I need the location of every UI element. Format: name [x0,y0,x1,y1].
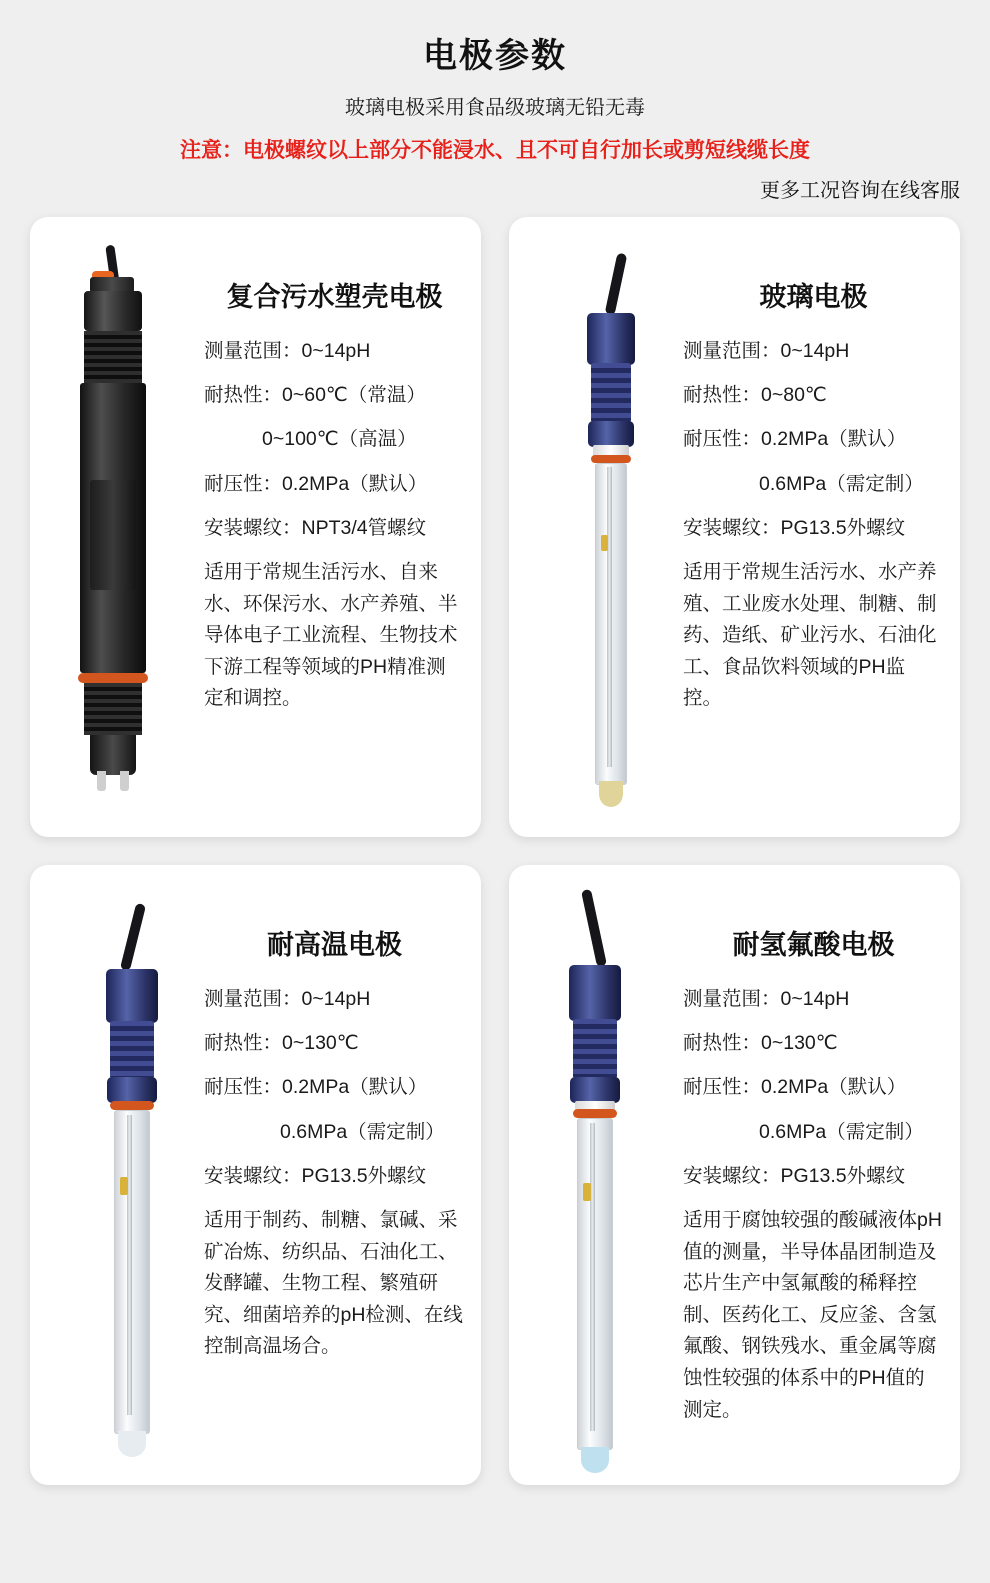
probe-inner-element [120,1177,128,1195]
hydrofluoric-acid-electrode-photo [519,883,679,1467]
electrode-card [509,217,960,837]
spec-line: 测量范围：0~14pH [204,988,371,1010]
electrode-card [30,217,481,837]
page-header [0,0,990,203]
probe-bulb-tip [599,781,623,807]
page-title: 电极参数 [423,37,567,75]
card-body [200,235,465,819]
spec-line: 安装螺纹：PG13.5外螺纹 [683,1164,906,1187]
spec-line: 耐热性：0~130℃ [683,1032,838,1055]
spec-line: 耐压性：0.2MPa（默认） [204,1076,428,1099]
probe-head [569,965,621,1021]
card-title: 耐高温电极 [267,930,402,960]
spec-line: 0.6MPa（需定制） [759,1120,924,1143]
probe-lower-thread [84,683,142,735]
cable-icon [581,889,607,967]
probe-prong [120,771,129,791]
warning-text: 注意：电极螺纹以上部分不能浸水、且不可自行加长或剪短线缆长度 [180,139,810,162]
cable-icon [605,253,628,316]
probe-inner-rod [127,1115,132,1415]
spec-line: 0.6MPa（需定制） [759,472,924,495]
spec-line: 耐压性：0.2MPa（默认） [683,1076,907,1099]
page-subtitle: 玻璃电极采用食品级玻璃无铅无毒 [345,97,645,119]
probe-bulb-tip [118,1431,146,1457]
electrode-card [509,865,960,1485]
probe-thread [591,363,631,423]
cable-icon [120,903,146,971]
spec-line: 安装螺纹：PG13.5外螺纹 [204,1164,427,1187]
card-title: 玻璃电极 [759,282,868,312]
glass-electrode-photo [519,235,679,819]
spec-line: 0~100℃（高温） [262,428,417,451]
plastic-shell-electrode-photo [40,235,200,819]
consult-text: 更多工况咨询在线客服 [760,180,960,202]
spec-line: 耐热性：0~130℃ [204,1032,359,1055]
spec-line: 安装螺纹：PG13.5外螺纹 [683,516,906,539]
spec-line: 测量范围：0~14pH [683,340,850,362]
probe-collar [588,421,634,447]
probe-inner-rod [590,1123,595,1431]
spec-line: 安装螺纹：NPT3/4管螺纹 [204,516,427,539]
spec-line: 耐热性：0~60℃（常温） [204,384,426,407]
probe-oring [573,1109,617,1118]
probe-head [106,969,158,1023]
probe-prong [97,771,106,791]
spec-line: 0.6MPa（需定制） [280,1120,445,1143]
card-description: 适用于常规生活污水、自来水、环保污水、水产养殖、半导体电子工业流程、生物技术下游工程等领域的PH精准测定和调控。 [204,561,458,710]
probe-tip [90,735,136,775]
probe-oring [78,673,148,683]
probe-top [84,291,142,331]
spec-line: 耐压性：0.2MPa（默认） [204,472,428,495]
card-body [679,235,944,819]
card-body [200,883,465,1467]
probe-oring [591,455,631,463]
card-description: 适用于腐蚀较强的酸碱液体pH值的测量，半导体晶团制造及芯片生产中氢氟酸的稀释控制、医药化工、反应釜、含氢氟酸、钢铁残水、重金属等腐蚀性较强的体系中的PH值的测定。 [683,1209,942,1421]
probe-collar [107,1077,157,1103]
card-title: 耐氢氟酸电极 [732,930,895,960]
spec-line: 耐压性：0.2MPa（默认） [683,428,907,451]
probe-inner-element [601,535,608,551]
probe-thread [573,1019,617,1079]
card-title: 复合污水塑壳电极 [226,282,443,312]
probe-label-panel [90,480,136,590]
card-body [679,883,944,1467]
probe-bulb-tip [581,1447,609,1473]
probe-oring [110,1101,154,1110]
probe-thread [110,1021,154,1079]
probe-glass-tube [114,1110,150,1434]
card-description: 适用于制药、制糖、氯碱、采矿冶炼、纺织品、石油化工、发酵罐、生物工程、繁殖研究、细菌培养的pH检测、在线控制高温场合。 [204,1209,463,1358]
probe-thread-ridges [84,331,142,383]
probe-inner-element [583,1183,591,1201]
spec-line: 测量范围：0~14pH [683,988,850,1010]
high-temperature-electrode-photo [40,883,200,1467]
spec-line: 测量范围：0~14pH [204,340,371,362]
electrode-card [30,865,481,1485]
electrode-card-grid [0,217,990,1485]
probe-head [587,313,635,365]
probe-inner-rod [607,467,612,767]
card-description: 适用于常规生活污水、水产养殖、工业废水处理、制糖、制药、造纸、矿业污水、石油化工、食品饮料领域的PH监控。 [683,561,937,710]
probe-glass-tube [577,1118,613,1450]
probe-collar [570,1077,620,1103]
spec-line: 耐热性：0~80℃ [683,384,827,407]
